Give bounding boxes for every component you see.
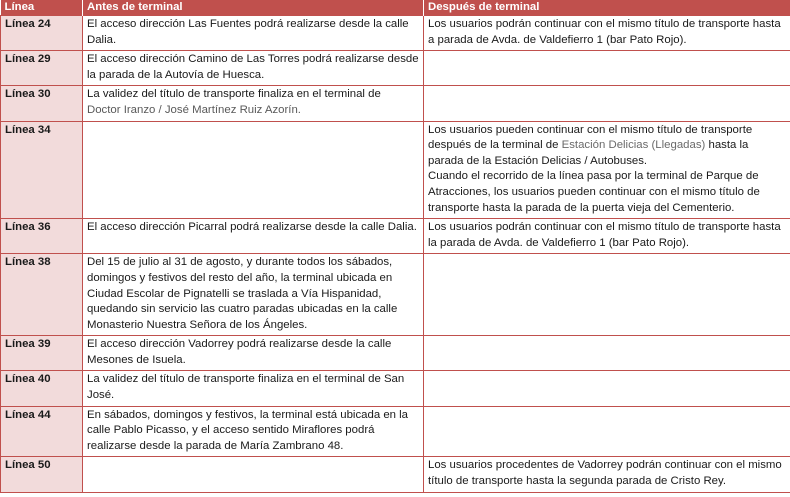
table-row xyxy=(1,254,790,336)
line-number: Línea 36 xyxy=(1,219,83,254)
after-terminal-text xyxy=(424,51,790,86)
table-row xyxy=(1,371,790,406)
before-terminal-text: Del 15 de julio al 31 de agosto, y durante todos los sábados, domingos y festivos del resto del año, la terminal ubicada en Ciudad Escolar de Pignatelli se traslada a Vía Hispanidad, quedando sin servicio las cuatro paradas ubicadas en la calle Monasterio Nuestra Señora de los Ángeles. xyxy=(83,254,424,336)
header-line: Línea xyxy=(1,0,83,16)
line-number: Línea 44 xyxy=(1,406,83,457)
table-row xyxy=(1,457,790,492)
after-terminal-text xyxy=(424,371,790,406)
before-terminal-text-part: La validez del título de transporte finaliza en el terminal de xyxy=(87,88,381,101)
after-terminal-text: Los usuarios procedentes de Vadorrey podrán continuar con el mismo título de transporte hasta la segunda parada de Cristo Rey. xyxy=(424,457,790,492)
table-row xyxy=(1,219,790,254)
after-terminal-text xyxy=(424,406,790,457)
header-before-terminal: Antes de terminal xyxy=(83,0,424,16)
line-number: Línea 39 xyxy=(1,336,83,371)
after-terminal-text xyxy=(424,254,790,336)
after-terminal-text xyxy=(424,336,790,371)
before-terminal-text xyxy=(83,86,424,121)
before-terminal-text: La validez del título de transporte finaliza en el terminal de San José. xyxy=(83,371,424,406)
terminal-name-text: Estación Delicias (Llegadas) xyxy=(561,139,706,152)
table-row xyxy=(1,121,790,219)
before-terminal-text xyxy=(83,121,424,219)
before-terminal-text: El acceso dirección Las Fuentes podrá realizarse desde la calle Dalia. xyxy=(83,16,424,51)
before-terminal-text: En sábados, domingos y festivos, la terminal está ubicada en la calle Pablo Picasso, y el acceso sentido Miraflores podrá realizarse desde la parada de María Zambrano 48. xyxy=(83,406,424,457)
after-terminal-text: Los usuarios podrán continuar con el mismo título de transporte hasta a parada de Avda. de Valdefierro 1 (bar Pato Rojo). xyxy=(424,16,790,51)
after-terminal-text xyxy=(424,121,790,219)
before-terminal-text: El acceso dirección Vadorrey podrá realizarse desde la calle Mesones de Isuela. xyxy=(83,336,424,371)
line-number: Línea 50 xyxy=(1,457,83,492)
header-after-terminal: Después de terminal xyxy=(424,0,790,16)
line-number: Línea 38 xyxy=(1,254,83,336)
table-row xyxy=(1,336,790,371)
before-terminal-text: El acceso dirección Camino de Las Torres podrá realizarse desde la parada de la Autovía de Huesca. xyxy=(83,51,424,86)
terminal-name-text: Doctor Iranzo / José Martínez Ruiz Azorín. xyxy=(87,103,301,116)
after-terminal-text xyxy=(424,86,790,121)
line-number: Línea 29 xyxy=(1,51,83,86)
after-terminal-text: Los usuarios podrán continuar con el mismo título de transporte hasta la parada de Avda. de Valdefierro 1 (bar Pato Rojo). xyxy=(424,219,790,254)
before-terminal-text: El acceso dirección Picarral podrá realizarse desde la calle Dalia. xyxy=(83,219,424,254)
line-number: Línea 40 xyxy=(1,371,83,406)
after-terminal-text-part: Los usuarios pueden continuar con el mismo título de transporte después de la terminal de xyxy=(428,123,753,152)
line-number: Línea 24 xyxy=(1,16,83,51)
table-row xyxy=(1,51,790,86)
table-header-row xyxy=(1,0,790,16)
table-row xyxy=(1,16,790,51)
line-number: Línea 34 xyxy=(1,121,83,219)
before-terminal-text xyxy=(83,457,424,492)
after-terminal-text-part: Cuando el recorrido de la línea pasa por la terminal de Parque de Atracciones, los usuarios pueden continuar con el mismo título de transporte hasta la parada de la puerta vieja del Cementerio. xyxy=(428,170,760,214)
line-number: Línea 30 xyxy=(1,86,83,121)
table-row xyxy=(1,406,790,457)
after-terminal-text-part: hasta la parada de la Estación Delicias / Autobuses. xyxy=(428,139,749,167)
table-row xyxy=(1,86,790,121)
